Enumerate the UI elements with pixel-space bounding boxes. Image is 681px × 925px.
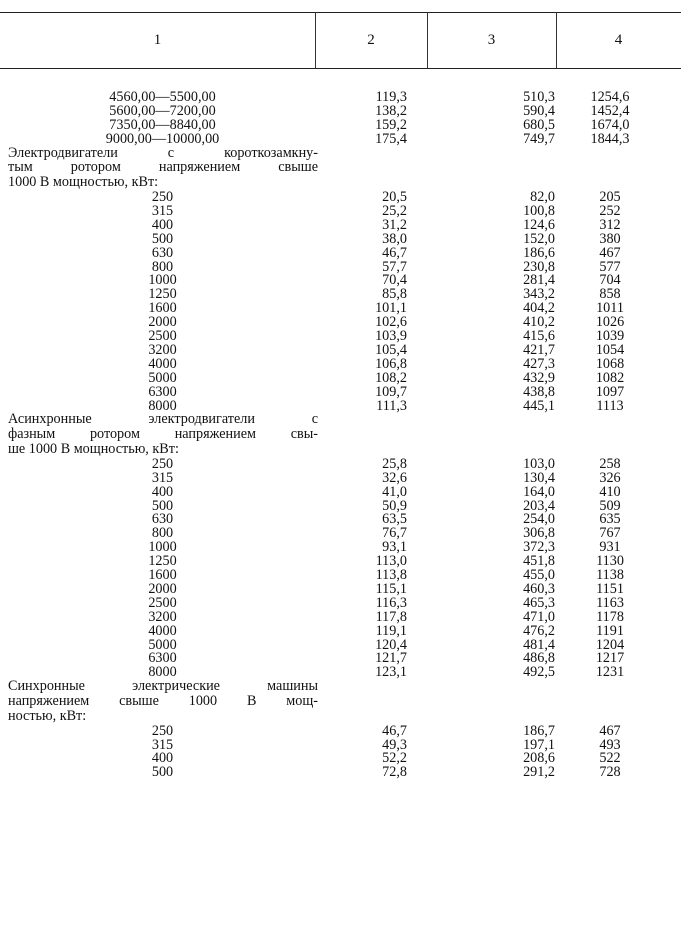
power-cell: 315 bbox=[151, 469, 174, 486]
table-row bbox=[0, 329, 681, 343]
section-heading-line: напряжением свыше 1000 В мощ- bbox=[8, 692, 318, 709]
col2-cell: 31,2 bbox=[382, 216, 407, 233]
col3-cell: 164,0 bbox=[523, 483, 555, 500]
col4-cell: 1068 bbox=[595, 355, 625, 372]
power-cell: 250 bbox=[151, 455, 174, 472]
col4-cell: 522 bbox=[599, 750, 621, 767]
col3-cell: 421,7 bbox=[523, 341, 555, 358]
col3-cell: 343,2 bbox=[523, 286, 555, 303]
power-cell: 400 bbox=[151, 750, 174, 767]
col4-cell: 205 bbox=[599, 189, 621, 205]
table-row bbox=[0, 724, 681, 738]
col3-cell: 680,5 bbox=[523, 116, 555, 133]
power-cell: 400 bbox=[151, 483, 174, 500]
col3-cell: 197,1 bbox=[523, 736, 555, 753]
power-cell: 5000 bbox=[148, 369, 177, 386]
col3-cell: 230,8 bbox=[523, 258, 555, 275]
col3-cell: 476,2 bbox=[523, 622, 555, 639]
col2-cell: 111,3 bbox=[376, 397, 407, 414]
table-row bbox=[0, 273, 681, 287]
col2-cell: 52,2 bbox=[382, 750, 407, 767]
col2-cell: 123,1 bbox=[375, 664, 407, 681]
col2-cell: 113,8 bbox=[375, 567, 407, 583]
col4-cell: 1130 bbox=[596, 553, 624, 570]
col3-cell: 438,8 bbox=[523, 383, 555, 400]
table-row bbox=[0, 315, 681, 329]
column-header-3: 3 bbox=[487, 32, 496, 48]
col2-cell: 138,2 bbox=[375, 102, 407, 119]
power-cell: 4000 bbox=[148, 355, 177, 372]
table-row bbox=[0, 457, 681, 471]
col4-cell: 467 bbox=[599, 244, 621, 261]
power-cell: 8000 bbox=[148, 664, 177, 681]
col3-cell: 749,7 bbox=[523, 130, 555, 147]
col4-cell: 1844,3 bbox=[590, 130, 630, 147]
table-row bbox=[0, 301, 681, 315]
power-cell: 6300 bbox=[148, 650, 177, 667]
table-row bbox=[0, 385, 681, 399]
col2-cell: 38,0 bbox=[382, 230, 407, 247]
col4-cell: 1138 bbox=[596, 567, 624, 583]
col2-cell: 121,7 bbox=[375, 650, 407, 667]
col2-cell: 63,5 bbox=[382, 511, 407, 528]
table-row bbox=[0, 751, 681, 765]
section-heading bbox=[8, 679, 318, 723]
col3-cell: 254,0 bbox=[523, 511, 555, 528]
col4-cell: 1113 bbox=[596, 397, 624, 414]
col4-cell: 258 bbox=[599, 455, 621, 472]
power-cell: 315 bbox=[151, 736, 174, 753]
col4-cell: 467 bbox=[599, 722, 621, 739]
table-row bbox=[0, 357, 681, 371]
col4-cell: 1204 bbox=[595, 636, 625, 653]
table-row bbox=[0, 610, 681, 624]
col3-cell: 427,3 bbox=[523, 355, 555, 372]
power-cell: 2000 bbox=[148, 580, 177, 597]
table-row bbox=[0, 624, 681, 638]
table-row bbox=[0, 204, 681, 218]
col4-cell: 312 bbox=[599, 216, 621, 233]
col4-cell: 1452,4 bbox=[590, 102, 630, 119]
col4-cell: 1191 bbox=[596, 622, 624, 639]
section-heading-line: ностью, кВт: bbox=[8, 707, 87, 724]
power-cell: 2500 bbox=[148, 328, 177, 344]
table-row bbox=[0, 287, 681, 301]
col2-cell: 119,1 bbox=[375, 622, 407, 639]
col3-cell: 103,0 bbox=[523, 455, 555, 472]
col4-cell: 1082 bbox=[595, 369, 625, 386]
table-row bbox=[0, 512, 681, 526]
section-heading-line: Асинхронные электродвигатели с bbox=[8, 411, 318, 428]
table-row bbox=[0, 651, 681, 665]
section-heading bbox=[8, 412, 318, 456]
table-row bbox=[0, 90, 681, 104]
power-cell: 1600 bbox=[148, 567, 177, 583]
table-row bbox=[0, 232, 681, 246]
table-row bbox=[0, 582, 681, 596]
power-cell: 1600 bbox=[148, 300, 177, 317]
col2-cell: 175,4 bbox=[375, 130, 407, 147]
col4-cell: 704 bbox=[599, 272, 621, 289]
col2-cell: 20,5 bbox=[382, 189, 407, 205]
col3-cell: 410,2 bbox=[523, 314, 555, 331]
col2-cell: 115,1 bbox=[375, 580, 407, 597]
power-cell: 7350,00—8840,00 bbox=[109, 116, 216, 133]
col4-cell: 1254,6 bbox=[590, 89, 630, 105]
col2-cell: 103,9 bbox=[375, 328, 407, 344]
col4-cell: 635 bbox=[599, 511, 621, 528]
col2-cell: 72,8 bbox=[382, 764, 407, 781]
section-heading-line: Электродвигатели с короткозамкну- bbox=[8, 144, 318, 161]
col2-cell: 106,8 bbox=[375, 355, 407, 372]
power-cell: 3200 bbox=[148, 341, 177, 358]
column-header-4: 4 bbox=[614, 32, 623, 48]
col3-cell: 455,0 bbox=[523, 567, 555, 583]
col4-cell: 577 bbox=[599, 258, 621, 275]
power-cell: 1250 bbox=[148, 553, 177, 570]
power-cell: 250 bbox=[151, 189, 174, 205]
table-row bbox=[0, 399, 681, 413]
power-cell: 3200 bbox=[148, 608, 177, 625]
table-row bbox=[0, 554, 681, 568]
col2-cell: 50,9 bbox=[382, 497, 407, 514]
power-cell: 630 bbox=[151, 511, 174, 528]
col3-cell: 481,4 bbox=[523, 636, 555, 653]
col2-cell: 93,1 bbox=[382, 539, 407, 556]
power-cell: 2000 bbox=[148, 314, 177, 331]
col2-cell: 101,1 bbox=[375, 300, 407, 317]
col3-cell: 82,0 bbox=[530, 189, 555, 205]
col4-cell: 1054 bbox=[595, 341, 625, 358]
col2-cell: 70,4 bbox=[382, 272, 407, 289]
section-heading-line: Синхронные электрические машины bbox=[8, 678, 318, 695]
col2-cell: 113,0 bbox=[375, 553, 407, 570]
col3-cell: 186,6 bbox=[523, 244, 555, 261]
col3-cell: 492,5 bbox=[523, 664, 555, 681]
power-cell: 250 bbox=[151, 722, 174, 739]
section-heading-line: тым ротором напряжением свыше bbox=[8, 159, 318, 176]
header-bottom-rule bbox=[0, 68, 681, 69]
col4-cell: 380 bbox=[599, 230, 621, 247]
column-header-1: 1 bbox=[153, 32, 162, 48]
table-row bbox=[0, 132, 681, 146]
col2-cell: 102,6 bbox=[375, 314, 407, 331]
table-row bbox=[0, 665, 681, 679]
col4-cell: 1026 bbox=[595, 314, 625, 331]
col2-cell: 49,3 bbox=[382, 736, 407, 753]
table-row bbox=[0, 218, 681, 232]
col3-cell: 445,1 bbox=[523, 397, 555, 414]
col3-cell: 486,8 bbox=[523, 650, 555, 667]
table-row bbox=[0, 343, 681, 357]
power-cell: 400 bbox=[151, 216, 174, 233]
col4-cell: 252 bbox=[599, 202, 621, 219]
col3-cell: 471,0 bbox=[523, 608, 555, 625]
col4-cell: 326 bbox=[599, 469, 621, 486]
col3-cell: 186,7 bbox=[523, 722, 555, 739]
col4-cell: 493 bbox=[599, 736, 621, 753]
table-row bbox=[0, 260, 681, 274]
col2-cell: 76,7 bbox=[382, 525, 407, 542]
col2-cell: 25,2 bbox=[382, 202, 407, 219]
col2-cell: 46,7 bbox=[382, 722, 407, 739]
col2-cell: 85,8 bbox=[382, 286, 407, 303]
table-row bbox=[0, 499, 681, 513]
col2-cell: 108,2 bbox=[375, 369, 407, 386]
col3-cell: 510,3 bbox=[523, 89, 555, 105]
col4-cell: 1011 bbox=[596, 300, 624, 317]
power-cell: 4560,00—5500,00 bbox=[109, 89, 216, 105]
col4-cell: 1217 bbox=[595, 650, 625, 667]
power-cell: 1000 bbox=[148, 272, 177, 289]
col3-cell: 291,2 bbox=[523, 764, 555, 781]
col4-cell: 1231 bbox=[595, 664, 625, 681]
power-cell: 4000 bbox=[148, 622, 177, 639]
table-row bbox=[0, 190, 681, 204]
table-row bbox=[0, 485, 681, 499]
power-cell: 800 bbox=[151, 525, 174, 542]
table-row bbox=[0, 526, 681, 540]
table-row bbox=[0, 118, 681, 132]
col4-cell: 1039 bbox=[595, 328, 625, 344]
power-cell: 5600,00—7200,00 bbox=[109, 102, 216, 119]
col2-cell: 120,4 bbox=[375, 636, 407, 653]
section-heading bbox=[8, 146, 318, 190]
power-cell: 800 bbox=[151, 258, 174, 275]
table-row bbox=[0, 765, 681, 779]
col2-cell: 46,7 bbox=[382, 244, 407, 261]
col2-cell: 117,8 bbox=[375, 608, 407, 625]
col3-cell: 460,3 bbox=[523, 580, 555, 597]
power-cell: 9000,00—10000,00 bbox=[105, 130, 220, 147]
power-cell: 8000 bbox=[148, 397, 177, 414]
power-cell: 500 bbox=[151, 497, 174, 514]
col2-cell: 25,8 bbox=[382, 455, 407, 472]
col3-cell: 281,4 bbox=[523, 272, 555, 289]
col4-cell: 1151 bbox=[596, 580, 624, 597]
col3-cell: 124,6 bbox=[523, 216, 555, 233]
power-cell: 1250 bbox=[148, 286, 177, 303]
col3-cell: 415,6 bbox=[523, 328, 555, 344]
col3-cell: 372,3 bbox=[523, 539, 555, 556]
power-cell: 1000 bbox=[148, 539, 177, 556]
col2-cell: 116,3 bbox=[375, 594, 407, 611]
power-cell: 6300 bbox=[148, 383, 177, 400]
col4-cell: 1097 bbox=[595, 383, 625, 400]
power-cell: 2500 bbox=[148, 594, 177, 611]
top-rule bbox=[0, 12, 681, 13]
col2-cell: 159,2 bbox=[375, 116, 407, 133]
col4-cell: 410 bbox=[599, 483, 621, 500]
col4-cell: 509 bbox=[599, 497, 621, 514]
table-row bbox=[0, 638, 681, 652]
col3-cell: 306,8 bbox=[523, 525, 555, 542]
col4-cell: 1674,0 bbox=[590, 116, 630, 133]
col3-cell: 208,6 bbox=[523, 750, 555, 767]
col4-cell: 767 bbox=[599, 525, 621, 542]
col4-cell: 1178 bbox=[596, 608, 624, 625]
table-row bbox=[0, 540, 681, 554]
power-cell: 5000 bbox=[148, 636, 177, 653]
col3-cell: 451,8 bbox=[523, 553, 555, 570]
table-row bbox=[0, 596, 681, 610]
table-row bbox=[0, 738, 681, 752]
table-row bbox=[0, 568, 681, 582]
col3-cell: 130,4 bbox=[523, 469, 555, 486]
col2-cell: 105,4 bbox=[375, 341, 407, 358]
power-cell: 500 bbox=[151, 230, 174, 247]
col3-cell: 432,9 bbox=[523, 369, 555, 386]
table-row bbox=[0, 471, 681, 485]
col4-cell: 1163 bbox=[596, 594, 624, 611]
col4-cell: 728 bbox=[599, 764, 621, 781]
section-heading-line: ше 1000 В мощностью, кВт: bbox=[8, 440, 179, 457]
table-row bbox=[0, 371, 681, 385]
col3-cell: 100,8 bbox=[523, 202, 555, 219]
col2-cell: 32,6 bbox=[382, 469, 407, 486]
col3-cell: 465,3 bbox=[523, 594, 555, 611]
col3-cell: 404,2 bbox=[523, 300, 555, 317]
col3-cell: 203,4 bbox=[523, 497, 555, 514]
column-header-2: 2 bbox=[367, 32, 375, 48]
col2-cell: 119,3 bbox=[375, 89, 407, 105]
power-cell: 500 bbox=[151, 764, 174, 781]
col2-cell: 41,0 bbox=[382, 483, 407, 500]
power-cell: 630 bbox=[151, 244, 174, 261]
col4-cell: 931 bbox=[599, 539, 621, 556]
col2-cell: 109,7 bbox=[375, 383, 407, 400]
col4-cell: 858 bbox=[599, 286, 621, 303]
col2-cell: 57,7 bbox=[382, 258, 407, 275]
power-cell: 315 bbox=[151, 202, 174, 219]
table-row bbox=[0, 104, 681, 118]
section-heading-line: фазным ротором напряжением свы- bbox=[8, 426, 318, 443]
col3-cell: 590,4 bbox=[523, 102, 555, 119]
table-row bbox=[0, 246, 681, 260]
section-heading-line: 1000 В мощностью, кВт: bbox=[8, 174, 159, 191]
col3-cell: 152,0 bbox=[523, 230, 555, 247]
